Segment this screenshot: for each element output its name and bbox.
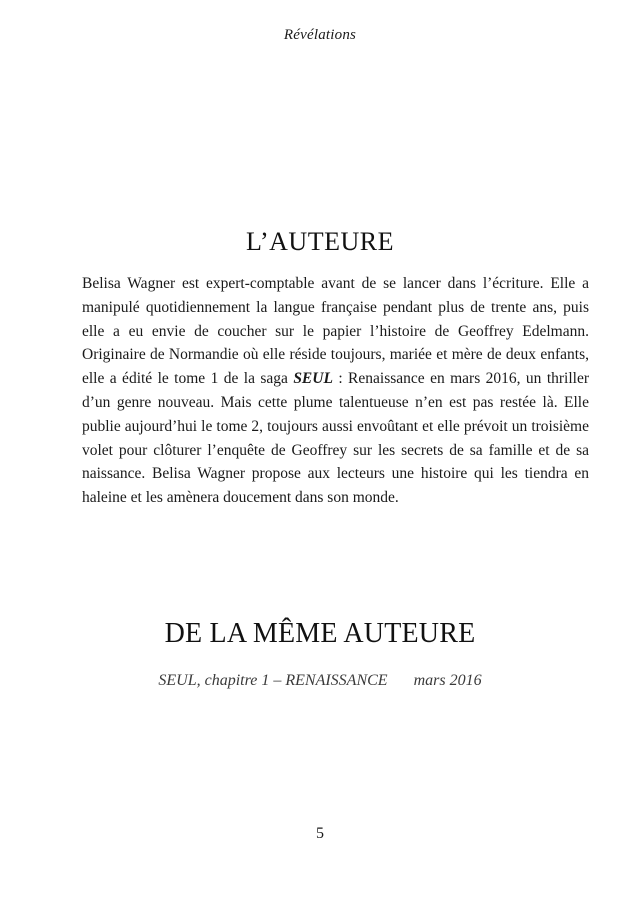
author-section-title: L’AUTEURE xyxy=(246,227,394,256)
works-list xyxy=(0,672,640,690)
running-header: Révélations xyxy=(283,27,357,43)
works-section-title: DE LA MÊME AUTEURE xyxy=(164,618,476,649)
page-number: 5 xyxy=(316,825,324,842)
bio-text-part1: Belisa Wagner est expert-comptable avant de se lancer dans l’écriture. Elle a manipulé quotidiennement la langue française pendant plus de trente ans, puis elle a eu envie de coucher sur le papier l’histoire de Geoffrey Edelmann. Originaire de Normandie où elle réside toujours, mariée et mère de deux enfants, elle a édité le tome 1 de la saga xyxy=(82,275,589,388)
work-title: SEUL, chapitre 1 – RENAISSANCE xyxy=(158,672,388,689)
work-date: mars 2016 xyxy=(413,672,482,689)
work-item xyxy=(0,672,640,690)
bio-text-part2: : Renaissance en mars 2016, un thriller d’un genre nouveau. Mais cette plume talentueuse n’en est pas restée là. Elle publie aujourd’hui le tome 2, toujours aussi envoûtant et elle prévoit un troisième volet pour clôturer l’enquête de Geoffrey sur les secrets de sa famille et de sa naissance. Belisa Wagner propose aux lecteurs une histoire qui les tiendra en haleine et les amènera doucement dans son monde. xyxy=(82,370,589,507)
author-biography xyxy=(82,272,589,510)
bio-series-name: SEUL xyxy=(293,370,333,388)
